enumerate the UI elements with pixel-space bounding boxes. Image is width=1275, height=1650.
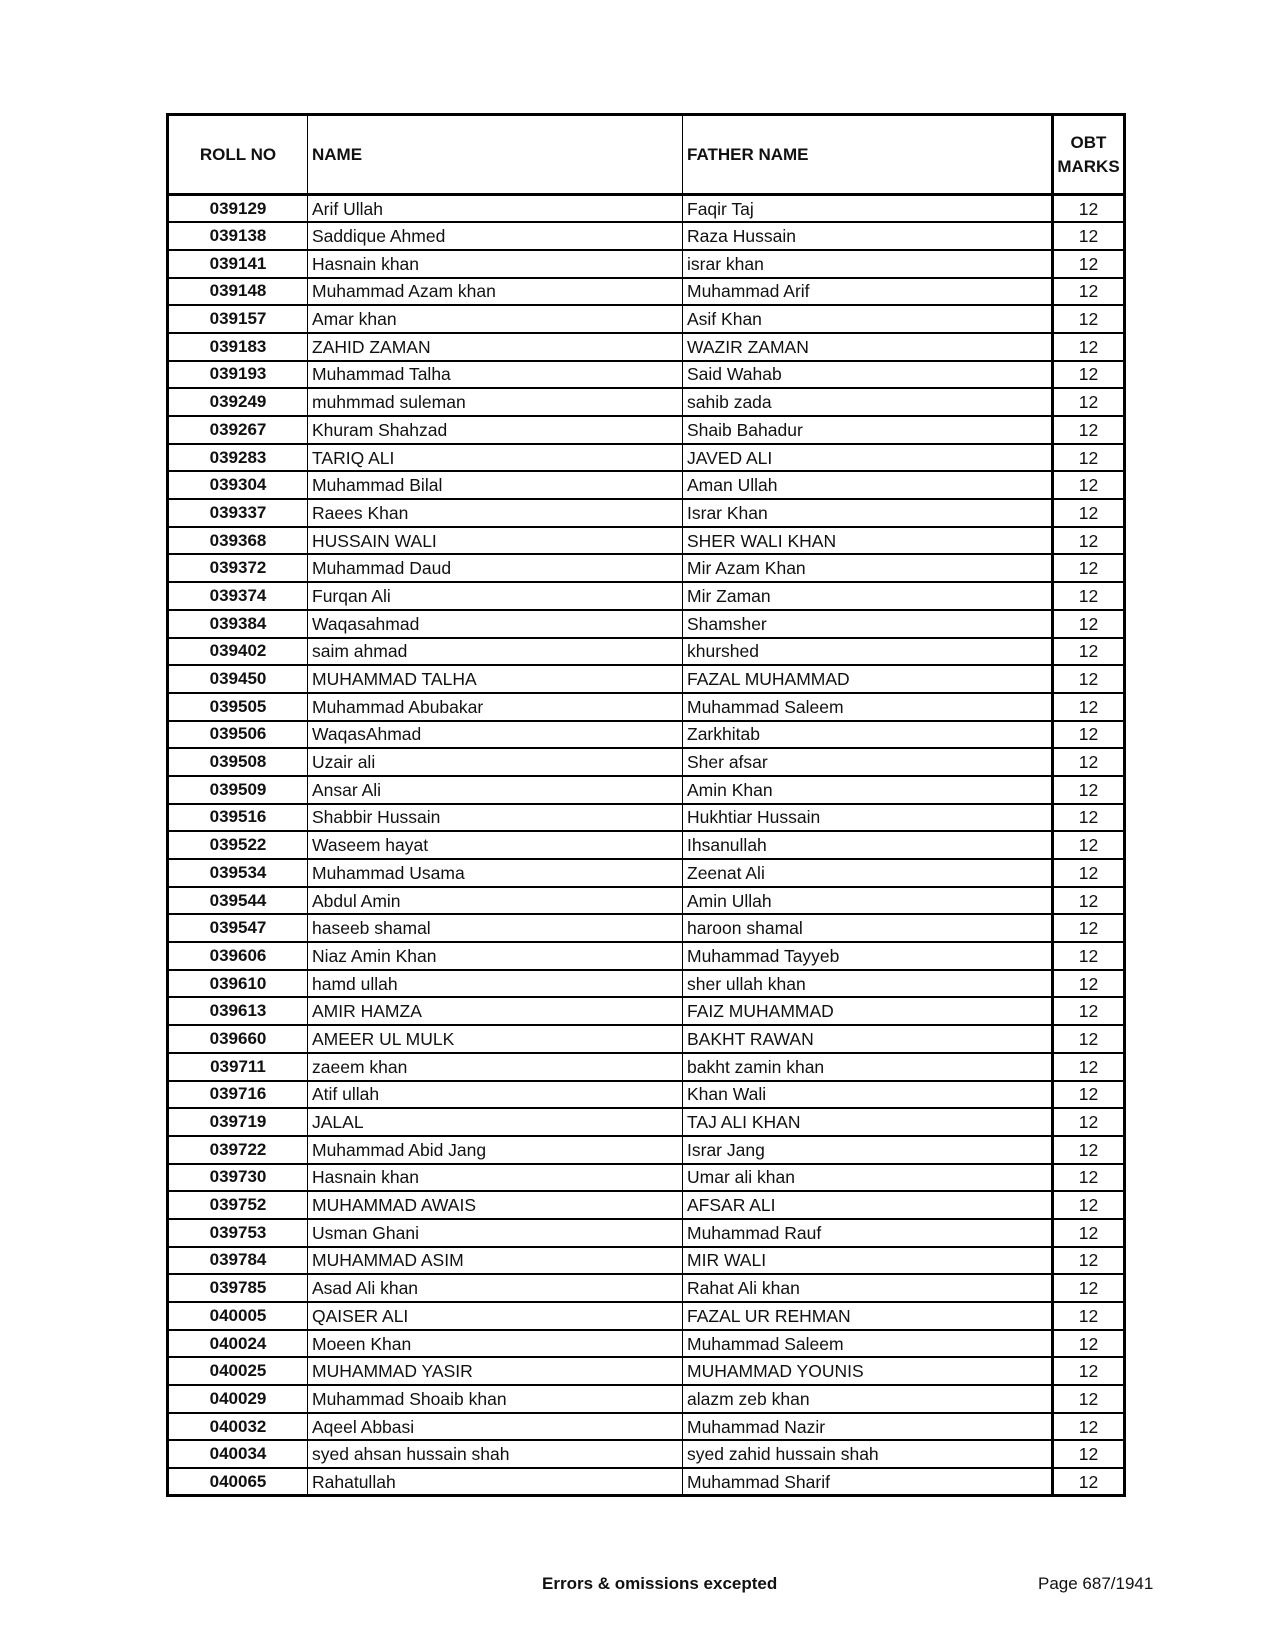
table-row (168, 748, 1125, 776)
father-name-cell: alazm zeb khan (683, 1385, 1053, 1413)
table-row (168, 1025, 1125, 1053)
name-cell: Waseem hayat (308, 831, 683, 859)
obt-marks-cell: 12 (1053, 997, 1125, 1025)
obt-marks-cell: 12 (1053, 748, 1125, 776)
table-row (168, 693, 1125, 721)
name-cell: Muhammad Daud (308, 554, 683, 582)
obt-marks-cell: 12 (1053, 527, 1125, 555)
table-row (168, 250, 1125, 278)
obt-marks-cell: 12 (1053, 1053, 1125, 1081)
name-cell: Amar khan (308, 305, 683, 333)
table-row (168, 1330, 1125, 1358)
roll-no-cell: 039267 (168, 416, 308, 444)
obt-marks-cell: 12 (1053, 638, 1125, 666)
name-cell: Muhammad Azam khan (308, 278, 683, 306)
table-row (168, 942, 1125, 970)
obt-marks-cell: 12 (1053, 388, 1125, 416)
table-row (168, 222, 1125, 250)
roll-no-cell: 040025 (168, 1357, 308, 1385)
name-cell: MUHAMMAD YASIR (308, 1357, 683, 1385)
obt-marks-cell: 12 (1053, 1274, 1125, 1302)
table-row (168, 361, 1125, 389)
father-name-cell: Aman Ullah (683, 471, 1053, 499)
roll-no-cell: 039506 (168, 721, 308, 749)
roll-no-cell: 039337 (168, 499, 308, 527)
table-row (168, 914, 1125, 942)
roll-no-cell: 039450 (168, 665, 308, 693)
header-obt-marks-line1: OBT (1070, 132, 1107, 152)
father-name-cell: Israr Khan (683, 499, 1053, 527)
roll-no-cell: 039544 (168, 887, 308, 915)
father-name-cell: FAZAL UR REHMAN (683, 1302, 1053, 1330)
father-name-cell: Raza Hussain (683, 222, 1053, 250)
father-name-cell: Mir Azam Khan (683, 554, 1053, 582)
obt-marks-cell: 12 (1053, 1219, 1125, 1247)
roll-no-cell: 040065 (168, 1468, 308, 1496)
table-row (168, 1081, 1125, 1109)
table-row (168, 1385, 1125, 1413)
name-cell: Khuram Shahzad (308, 416, 683, 444)
father-name-cell: Muhammad Nazir (683, 1413, 1053, 1441)
table-row (168, 195, 1125, 223)
roll-no-cell: 039785 (168, 1274, 308, 1302)
father-name-cell: Muhammad Arif (683, 278, 1053, 306)
table-row (168, 859, 1125, 887)
obt-marks-cell: 12 (1053, 1247, 1125, 1275)
obt-marks-cell: 12 (1053, 1136, 1125, 1164)
roll-no-cell: 039138 (168, 222, 308, 250)
name-cell: JALAL (308, 1108, 683, 1136)
roll-no-cell: 039716 (168, 1081, 308, 1109)
obt-marks-cell: 12 (1053, 1081, 1125, 1109)
father-name-cell: Amin Khan (683, 776, 1053, 804)
name-cell: Arif Ullah (308, 195, 683, 223)
roll-no-cell: 039547 (168, 914, 308, 942)
roll-no-cell: 039129 (168, 195, 308, 223)
father-name-cell: Shaib Bahadur (683, 416, 1053, 444)
father-name-cell: MIR WALI (683, 1247, 1053, 1275)
table-row (168, 665, 1125, 693)
table-row (168, 1357, 1125, 1385)
obt-marks-cell: 12 (1053, 887, 1125, 915)
name-cell: muhmmad suleman (308, 388, 683, 416)
roll-no-cell: 039613 (168, 997, 308, 1025)
name-cell: Raees Khan (308, 499, 683, 527)
name-cell: saim ahmad (308, 638, 683, 666)
roll-no-cell: 040034 (168, 1440, 308, 1468)
roll-no-cell: 039304 (168, 471, 308, 499)
name-cell: Niaz Amin Khan (308, 942, 683, 970)
father-name-cell: TAJ ALI KHAN (683, 1108, 1053, 1136)
obt-marks-cell: 12 (1053, 1385, 1125, 1413)
obt-marks-cell: 12 (1053, 1108, 1125, 1136)
obt-marks-cell: 12 (1053, 471, 1125, 499)
page-number: Page 687/1941 (1038, 1574, 1154, 1593)
father-name-cell: JAVED ALI (683, 444, 1053, 472)
table-row (168, 554, 1125, 582)
obt-marks-cell: 12 (1053, 914, 1125, 942)
roll-no-cell: 039372 (168, 554, 308, 582)
roll-no-cell: 039283 (168, 444, 308, 472)
roll-no-cell: 040024 (168, 1330, 308, 1358)
obt-marks-cell: 12 (1053, 444, 1125, 472)
table-row (168, 333, 1125, 361)
name-cell: Abdul Amin (308, 887, 683, 915)
footer-disclaimer: Errors & omissions excepted (542, 1574, 778, 1593)
roll-no-cell: 039374 (168, 582, 308, 610)
table-row (168, 499, 1125, 527)
name-cell: Moeen Khan (308, 1330, 683, 1358)
obt-marks-cell: 12 (1053, 361, 1125, 389)
father-name-cell: Muhammad Saleem (683, 693, 1053, 721)
roll-no-cell: 039516 (168, 804, 308, 832)
roll-no-cell: 039711 (168, 1053, 308, 1081)
father-name-cell: sher ullah khan (683, 970, 1053, 998)
obt-marks-cell: 12 (1053, 416, 1125, 444)
table-row (168, 887, 1125, 915)
roll-no-cell: 039508 (168, 748, 308, 776)
name-cell: Ansar Ali (308, 776, 683, 804)
table-row (168, 1413, 1125, 1441)
father-name-cell: FAZAL MUHAMMAD (683, 665, 1053, 693)
name-cell: AMEER UL MULK (308, 1025, 683, 1053)
father-name-cell: Asif Khan (683, 305, 1053, 333)
obt-marks-cell: 12 (1053, 1440, 1125, 1468)
obt-marks-cell: 12 (1053, 250, 1125, 278)
name-cell: AMIR HAMZA (308, 997, 683, 1025)
name-cell: Aqeel Abbasi (308, 1413, 683, 1441)
name-cell: Atif ullah (308, 1081, 683, 1109)
header-father-name: FATHER NAME (683, 115, 1053, 195)
roll-no-cell: 039660 (168, 1025, 308, 1053)
name-cell: Hasnain khan (308, 1164, 683, 1192)
table-row (168, 1219, 1125, 1247)
obt-marks-cell: 12 (1053, 831, 1125, 859)
father-name-cell: israr khan (683, 250, 1053, 278)
father-name-cell: Israr Jang (683, 1136, 1053, 1164)
obt-marks-cell: 12 (1053, 942, 1125, 970)
table-row (168, 1274, 1125, 1302)
obt-marks-cell: 12 (1053, 195, 1125, 223)
name-cell: Shabbir Hussain (308, 804, 683, 832)
obt-marks-cell: 12 (1053, 1468, 1125, 1496)
obt-marks-cell: 12 (1053, 582, 1125, 610)
father-name-cell: Zeenat Ali (683, 859, 1053, 887)
name-cell: MUHAMMAD AWAIS (308, 1191, 683, 1219)
table-row (168, 610, 1125, 638)
roll-no-cell: 039722 (168, 1136, 308, 1164)
father-name-cell: Umar ali khan (683, 1164, 1053, 1192)
name-cell: Muhammad Bilal (308, 471, 683, 499)
father-name-cell: Said Wahab (683, 361, 1053, 389)
name-cell: Muhammad Abubakar (308, 693, 683, 721)
name-cell: Rahatullah (308, 1468, 683, 1496)
obt-marks-cell: 12 (1053, 665, 1125, 693)
roll-no-cell: 039753 (168, 1219, 308, 1247)
father-name-cell: syed zahid hussain shah (683, 1440, 1053, 1468)
table-row (168, 1136, 1125, 1164)
father-name-cell: Muhammad Tayyeb (683, 942, 1053, 970)
name-cell: Saddique Ahmed (308, 222, 683, 250)
roll-no-cell: 039141 (168, 250, 308, 278)
table-row (168, 444, 1125, 472)
name-cell: TARIQ ALI (308, 444, 683, 472)
table-row (168, 1440, 1125, 1468)
table-body (168, 195, 1125, 1496)
roll-no-cell: 039509 (168, 776, 308, 804)
table-row (168, 804, 1125, 832)
roll-no-cell: 039148 (168, 278, 308, 306)
name-cell: WaqasAhmad (308, 721, 683, 749)
table-row (168, 1164, 1125, 1192)
father-name-cell: BAKHT RAWAN (683, 1025, 1053, 1053)
header-obt-marks (1053, 115, 1125, 195)
obt-marks-cell: 12 (1053, 1330, 1125, 1358)
father-name-cell: FAIZ MUHAMMAD (683, 997, 1053, 1025)
table-row (168, 582, 1125, 610)
obt-marks-cell: 12 (1053, 804, 1125, 832)
name-cell: Muhammad Shoaib khan (308, 1385, 683, 1413)
roll-no-cell: 039784 (168, 1247, 308, 1275)
roll-no-cell: 039402 (168, 638, 308, 666)
father-name-cell: WAZIR ZAMAN (683, 333, 1053, 361)
obt-marks-cell: 12 (1053, 1191, 1125, 1219)
name-cell: Muhammad Usama (308, 859, 683, 887)
roll-no-cell: 039384 (168, 610, 308, 638)
obt-marks-cell: 12 (1053, 305, 1125, 333)
father-name-cell: Mir Zaman (683, 582, 1053, 610)
name-cell: Furqan Ali (308, 582, 683, 610)
father-name-cell: Faqir Taj (683, 195, 1053, 223)
roll-no-cell: 039522 (168, 831, 308, 859)
obt-marks-cell: 12 (1053, 499, 1125, 527)
table-row (168, 1302, 1125, 1330)
table-row (168, 1247, 1125, 1275)
father-name-cell: Ihsanullah (683, 831, 1053, 859)
name-cell: HUSSAIN WALI (308, 527, 683, 555)
table-row (168, 997, 1125, 1025)
father-name-cell: SHER WALI KHAN (683, 527, 1053, 555)
father-name-cell: sahib zada (683, 388, 1053, 416)
table-header (168, 115, 1125, 195)
name-cell: Hasnain khan (308, 250, 683, 278)
name-cell: Usman Ghani (308, 1219, 683, 1247)
obt-marks-cell: 12 (1053, 1302, 1125, 1330)
name-cell: MUHAMMAD ASIM (308, 1247, 683, 1275)
name-cell: Asad Ali khan (308, 1274, 683, 1302)
table-row (168, 638, 1125, 666)
obt-marks-cell: 12 (1053, 859, 1125, 887)
obt-marks-cell: 12 (1053, 222, 1125, 250)
roll-no-cell: 039610 (168, 970, 308, 998)
name-cell: MUHAMMAD TALHA (308, 665, 683, 693)
roll-no-cell: 040005 (168, 1302, 308, 1330)
father-name-cell: Zarkhitab (683, 721, 1053, 749)
obt-marks-cell: 12 (1053, 610, 1125, 638)
roll-no-cell: 039719 (168, 1108, 308, 1136)
header-obt-marks-line2: MARKS (1057, 156, 1120, 176)
table-row (168, 970, 1125, 998)
father-name-cell: Sher afsar (683, 748, 1053, 776)
table-row (168, 721, 1125, 749)
roll-no-cell: 039249 (168, 388, 308, 416)
roll-no-cell: 039193 (168, 361, 308, 389)
header-row (168, 115, 1125, 195)
roll-no-cell: 039505 (168, 693, 308, 721)
father-name-cell: Shamsher (683, 610, 1053, 638)
obt-marks-cell: 12 (1053, 1413, 1125, 1441)
father-name-cell: Muhammad Saleem (683, 1330, 1053, 1358)
father-name-cell: haroon shamal (683, 914, 1053, 942)
roll-no-cell: 039368 (168, 527, 308, 555)
table-row (168, 388, 1125, 416)
header-roll-no: ROLL NO (168, 115, 308, 195)
father-name-cell: Khan Wali (683, 1081, 1053, 1109)
name-cell: Waqasahmad (308, 610, 683, 638)
father-name-cell: bakht zamin khan (683, 1053, 1053, 1081)
obt-marks-cell: 12 (1053, 693, 1125, 721)
father-name-cell: Rahat Ali khan (683, 1274, 1053, 1302)
father-name-cell: Amin Ullah (683, 887, 1053, 915)
roll-no-cell: 039157 (168, 305, 308, 333)
table-row (168, 278, 1125, 306)
obt-marks-cell: 12 (1053, 1357, 1125, 1385)
table-row (168, 831, 1125, 859)
table-row (168, 1053, 1125, 1081)
father-name-cell: AFSAR ALI (683, 1191, 1053, 1219)
table-row (168, 1191, 1125, 1219)
name-cell: hamd ullah (308, 970, 683, 998)
name-cell: QAISER ALI (308, 1302, 683, 1330)
obt-marks-cell: 12 (1053, 721, 1125, 749)
roll-no-cell: 039752 (168, 1191, 308, 1219)
roll-no-cell: 039534 (168, 859, 308, 887)
obt-marks-cell: 12 (1053, 776, 1125, 804)
father-name-cell: Hukhtiar Hussain (683, 804, 1053, 832)
table-row (168, 776, 1125, 804)
table-row (168, 1108, 1125, 1136)
name-cell: Muhammad Talha (308, 361, 683, 389)
roll-no-cell: 039730 (168, 1164, 308, 1192)
roll-no-cell: 040032 (168, 1413, 308, 1441)
obt-marks-cell: 12 (1053, 278, 1125, 306)
father-name-cell: MUHAMMAD YOUNIS (683, 1357, 1053, 1385)
obt-marks-cell: 12 (1053, 970, 1125, 998)
name-cell: ZAHID ZAMAN (308, 333, 683, 361)
father-name-cell: khurshed (683, 638, 1053, 666)
father-name-cell: Muhammad Rauf (683, 1219, 1053, 1247)
name-cell: haseeb shamal (308, 914, 683, 942)
table-row (168, 471, 1125, 499)
table-row (168, 1468, 1125, 1496)
table-row (168, 305, 1125, 333)
table-row (168, 527, 1125, 555)
roll-no-cell: 040029 (168, 1385, 308, 1413)
name-cell: Uzair ali (308, 748, 683, 776)
roll-no-cell: 039606 (168, 942, 308, 970)
table-row (168, 416, 1125, 444)
name-cell: Muhammad Abid Jang (308, 1136, 683, 1164)
header-name: NAME (308, 115, 683, 195)
name-cell: zaeem khan (308, 1053, 683, 1081)
obt-marks-cell: 12 (1053, 554, 1125, 582)
results-table (166, 113, 1126, 1497)
obt-marks-cell: 12 (1053, 1164, 1125, 1192)
father-name-cell: Muhammad Sharif (683, 1468, 1053, 1496)
roll-no-cell: 039183 (168, 333, 308, 361)
obt-marks-cell: 12 (1053, 333, 1125, 361)
obt-marks-cell: 12 (1053, 1025, 1125, 1053)
name-cell: syed ahsan hussain shah (308, 1440, 683, 1468)
